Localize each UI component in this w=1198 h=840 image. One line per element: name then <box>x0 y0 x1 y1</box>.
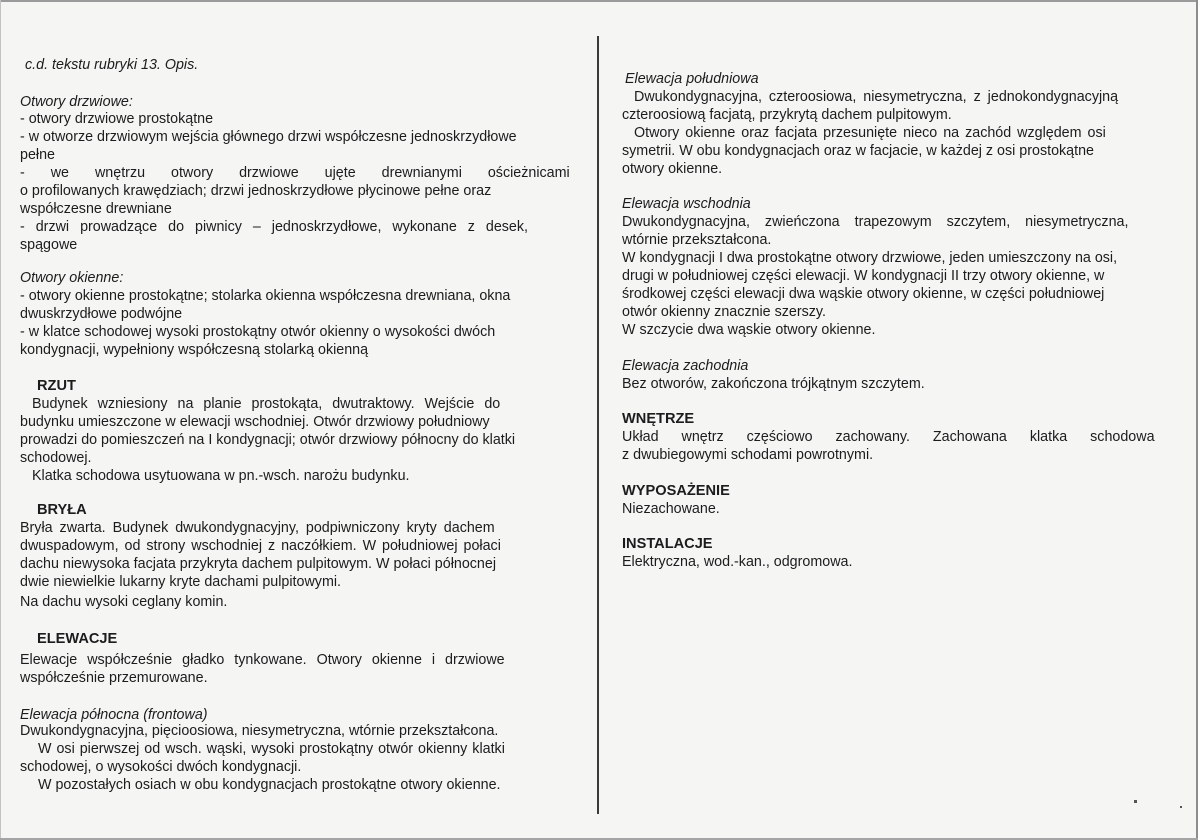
north-elevation-heading: Elewacja północna (frontowa) <box>20 707 208 723</box>
rzut-line: Klatka schodowa usytuowana w pn.-wsch. narożu budynku. <box>32 468 410 484</box>
east-elevation-heading: Elewacja wschodnia <box>622 196 751 212</box>
windows-heading: Otwory okienne: <box>20 270 124 286</box>
east-elevation-line: drugi w południowej części elewacji. W kondygnacji II trzy otwory okienne, w <box>622 268 1105 284</box>
doors-heading: Otwory drzwiowe: <box>20 94 133 110</box>
rzut-line: prowadzi do pomieszczeń na I kondygnacji; otwór drzwiowy północny do klatki <box>20 432 516 448</box>
south-elevation-line: otwory okienne. <box>622 161 723 177</box>
doors-line: o profilowanych krawędziach; drzwi jednoskrzydłowe płycinowe pełne oraz <box>20 183 492 199</box>
scan-speck <box>1180 806 1182 808</box>
windows-line: dwuskrzydłowe podwójne <box>20 306 183 322</box>
wyposazenie-line: Niezachowane. <box>622 501 720 517</box>
bryla-line: dwuspadowym, od strony wschodniej z naczółkiem. W południowej połaci <box>20 538 501 554</box>
bryla-line: Na dachu wysoki ceglany komin. <box>20 594 228 610</box>
section-heading-elewacje: ELEWACJE <box>37 631 118 647</box>
section-heading-wnetrze: WNĘTRZE <box>622 411 695 427</box>
scan-speck <box>1134 800 1137 803</box>
north-elevation-line: schodowej, o wysokości dwóch kondygnacji. <box>20 759 302 775</box>
south-elevation-line: czteroosiową facjatą, przykrytą dachem pulpitowym. <box>622 107 952 123</box>
south-elevation-line: symetrii. W obu kondygnacjach oraz w facjacie, w każdej z osi prostokątne <box>622 143 1095 159</box>
east-elevation-line: wtórnie przekształcona. <box>622 232 772 248</box>
section-heading-rzut: RZUT <box>37 378 76 394</box>
north-elevation-line: W pozostałych osiach w obu kondygnacjach prostokątne otwory okienne. <box>38 777 501 793</box>
column-divider <box>597 36 599 814</box>
doors-line: - drzwi prowadzące do piwnicy – jednoskrzydłowe, wykonane z desek, <box>20 219 529 235</box>
south-elevation-heading: Elewacja południowa <box>625 71 759 87</box>
doors-line: pełne <box>20 147 55 163</box>
bryla-line: Bryła zwarta. Budynek dwukondygnacyjny, podpiwniczony kryty dachem <box>20 520 495 536</box>
east-elevation-line: Dwukondygnacyjna, zwieńczona trapezowym szczytem, niesymetryczna, <box>622 214 1129 230</box>
doors-line: - otwory drzwiowe prostokątne <box>20 111 214 127</box>
rzut-line: Budynek wzniesiony na planie prostokąta, dwutraktowy. Wejście do <box>32 396 501 412</box>
elewacje-line: Elewacje współcześnie gładko tynkowane. Otwory okienne i drzwiowe <box>20 652 505 668</box>
north-elevation-line: W osi pierwszej od wsch. wąski, wysoki prostokątny otwór okienny klatki <box>38 741 505 757</box>
east-elevation-line: środkowej części elewacji dwa wąskie otwory okienne, w części południowej <box>622 286 1105 302</box>
windows-line: - otwory okienne prostokątne; stolarka okienna współczesna drewniana, okna <box>20 288 511 304</box>
elewacje-line: współcześnie przemurowane. <box>20 670 208 686</box>
wnetrze-line: Układ wnętrz częściowo zachowany. Zachowana klatka schodowa <box>622 429 1155 445</box>
continuation-note: c.d. tekstu rubryki 13. Opis. <box>25 57 199 73</box>
scan-edge-top <box>0 0 1198 2</box>
wnetrze-line: z dwubiegowymi schodami powrotnymi. <box>622 447 874 463</box>
east-elevation-line: W kondygnacji I dwa prostokątne otwory drzwiowe, jeden umieszczony na osi, <box>622 250 1118 266</box>
doors-line: - we wnętrzu otwory drzwiowe ujęte drewnianymi ościeżnicami <box>20 165 570 181</box>
instalacje-line: Elektryczna, wod.-kan., odgromowa. <box>622 554 853 570</box>
windows-line: kondygnacji, wypełniony współczesną stolarką okienną <box>20 342 369 358</box>
doors-line: spągowe <box>20 237 78 253</box>
south-elevation-line: Otwory okienne oraz facjata przesunięte nieco na zachód względem osi <box>634 125 1106 141</box>
rzut-line: schodowej. <box>20 450 92 466</box>
rzut-line: budynku umieszczone w elewacji wschodniej. Otwór drzwiowy południowy <box>20 414 490 430</box>
west-elevation-heading: Elewacja zachodnia <box>622 358 749 374</box>
section-heading-wyposazenie: WYPOSAŻENIE <box>622 483 730 499</box>
section-heading-bryla: BRYŁA <box>37 502 87 518</box>
north-elevation-line: Dwukondygnacyjna, pięcioosiowa, niesymetryczna, wtórnie przekształcona. <box>20 723 499 739</box>
doors-line: - w otworze drzwiowym wejścia głównego drzwi współczesne jednoskrzydłowe <box>20 129 517 145</box>
scan-edge-left <box>0 0 1 840</box>
bryla-line: dachu niewysoka facjata przykryta dachem pulpitowym. W połaci północnej <box>20 556 496 572</box>
west-elevation-line: Bez otworów, zakończona trójkątnym szczytem. <box>622 376 925 392</box>
south-elevation-line: Dwukondygnacyjna, czteroosiowa, niesymetryczna, z jednokondygnacyjną <box>634 89 1119 105</box>
east-elevation-line: W szczycie dwa wąskie otwory okienne. <box>622 322 876 338</box>
section-heading-instalacje: INSTALACJE <box>622 536 713 552</box>
east-elevation-line: otwór okienny znacznie szerszy. <box>622 304 826 320</box>
bryla-line: dwie niewielkie lukarny kryte dachami pulpitowymi. <box>20 574 342 590</box>
doors-line: współczesne drewniane <box>20 201 172 217</box>
windows-line: - w klatce schodowej wysoki prostokątny otwór okienny o wysokości dwóch <box>20 324 496 340</box>
